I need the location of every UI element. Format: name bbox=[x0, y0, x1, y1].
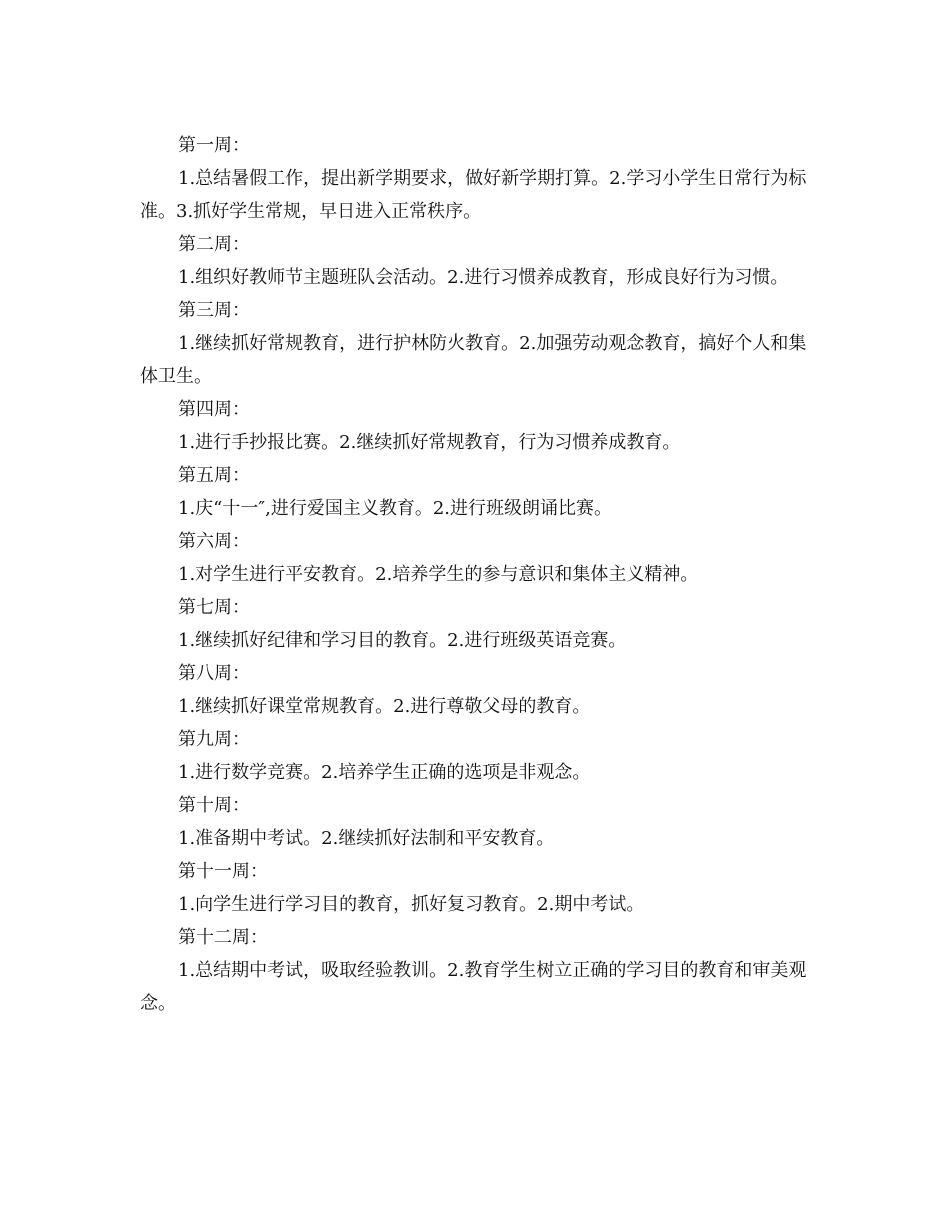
week-section bbox=[140, 459, 812, 525]
week-title: 第八周： bbox=[178, 663, 250, 684]
week-title: 第四周： bbox=[178, 399, 250, 420]
week-title: 第三周： bbox=[178, 300, 250, 321]
week-section bbox=[140, 228, 812, 294]
week-content: 1.准备期中考试。2.继续抓好法制和平安教育。 bbox=[178, 828, 555, 849]
week-title: 第六周： bbox=[178, 531, 250, 552]
week-section bbox=[140, 294, 812, 393]
week-content: 1.向学生进行学习目的教育，抓好复习教育。2.期中考试。 bbox=[178, 894, 645, 915]
week-section bbox=[140, 921, 812, 1020]
week-content: 1.进行手抄报比赛。2.继续抓好常规教育，行为习惯养成教育。 bbox=[178, 432, 681, 453]
week-section bbox=[140, 723, 812, 789]
week-section bbox=[140, 855, 812, 921]
week-content: 1.总结期中考试，吸取经验教训。2.教育学生树立正确的学习目的教育和审美观念。 bbox=[140, 960, 807, 1014]
week-content: 1.进行数学竞赛。2.培养学生正确的选项是非观念。 bbox=[178, 762, 591, 783]
week-section bbox=[140, 525, 812, 591]
week-title: 第十周： bbox=[178, 795, 250, 816]
week-title: 第十一周： bbox=[178, 861, 268, 882]
week-content: 1.组织好教师节主题班队会活动。2.进行习惯养成教育，形成良好行为习惯。 bbox=[178, 267, 789, 288]
week-section bbox=[140, 129, 812, 228]
week-section bbox=[140, 591, 812, 657]
week-title: 第二周： bbox=[178, 234, 250, 255]
week-title: 第一周： bbox=[178, 135, 250, 156]
week-title: 第十二周： bbox=[178, 927, 268, 948]
week-content: 1.继续抓好课堂常规教育。2.进行尊敬父母的教育。 bbox=[178, 696, 591, 717]
week-title: 第五周： bbox=[178, 465, 250, 486]
week-title: 第七周： bbox=[178, 597, 250, 618]
week-content: 1.继续抓好常规教育，进行护林防火教育。2.加强劳动观念教育，搞好个人和集体卫生。 bbox=[140, 333, 807, 387]
week-section bbox=[140, 657, 812, 723]
week-content: 1.继续抓好纪律和学习目的教育。2.进行班级英语竞赛。 bbox=[178, 630, 627, 651]
week-title: 第九周： bbox=[178, 729, 250, 750]
week-content: 1.总结暑假工作，提出新学期要求，做好新学期打算。2.学习小学生日常行为标准。3.抓好学生常规，早日进入正常秩序。 bbox=[140, 168, 807, 222]
week-section bbox=[140, 789, 812, 855]
weekly-plan bbox=[140, 129, 812, 1020]
week-content: 1.庆“十一″,进行爱国主义教育。2.进行班级朗诵比赛。 bbox=[178, 498, 612, 519]
week-content: 1.对学生进行平安教育。2.培养学生的参与意识和集体主义精神。 bbox=[178, 564, 699, 585]
week-section bbox=[140, 393, 812, 459]
